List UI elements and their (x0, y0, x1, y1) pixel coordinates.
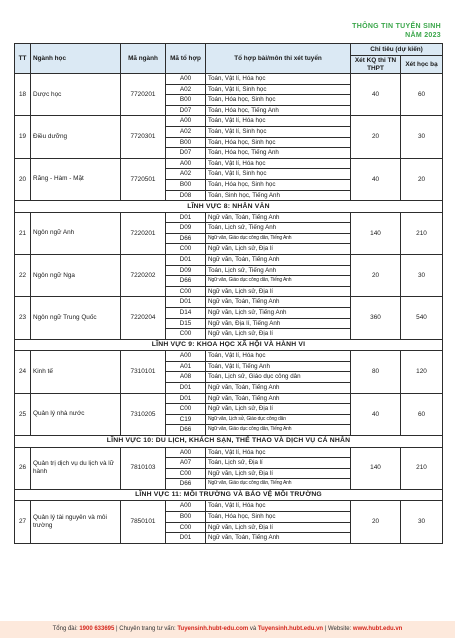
row-combo-code: C00 (166, 522, 206, 533)
header-to-hop: Tổ hợp bài/môn thi xét tuyển (206, 44, 351, 74)
row-combo-subjects: Toán, Lịch sử, Giáo dục công dân (206, 372, 351, 383)
row-combo-subjects: Ngữ văn, Lịch sử, Địa lí (206, 329, 351, 340)
row-major-name: Kinh tế (31, 351, 121, 393)
row-quota-hocba: 60 (401, 74, 443, 116)
row-combo-subjects: Toán, Vật lí, Tiếng Anh (206, 361, 351, 372)
header-xet-kq: Xét KQ thi TN THPT (351, 56, 401, 74)
row-combo-subjects: Ngữ văn, Toán, Tiếng Anh (206, 393, 351, 404)
row-combo-code: D01 (166, 212, 206, 223)
row-combo-subjects: Ngữ văn, Lịch sử, Địa lí (206, 404, 351, 415)
row-major-name: Quản lý nhà nước (31, 393, 121, 435)
row-quota-thpt: 20 (351, 501, 401, 543)
row-combo-subjects: Toán, Vật lí, Hóa học (206, 351, 351, 362)
row-combo-subjects: Toán, Hóa học, Sinh học (206, 511, 351, 522)
footer-site3: www.hubt.edu.vn (352, 626, 403, 632)
row-quota-hocba: 30 (401, 255, 443, 297)
row-quota-thpt: 80 (351, 351, 401, 393)
row-combo-subjects: Toán, Vật lí, Hóa học (206, 116, 351, 127)
row-combo-subjects: Toán, Lịch sử, Tiếng Anh (206, 223, 351, 234)
table-row (15, 116, 443, 127)
header-title: THÔNG TIN TUYỂN SINH (352, 23, 441, 30)
row-combo-subjects: Ngữ văn, Lịch sử, Tiếng Anh (206, 307, 351, 318)
footer-mid1: | Chuyên trang tư vấn: (114, 626, 178, 632)
row-combo-subjects: Ngữ văn, Giáo dục công dân, Tiếng Anh (206, 233, 351, 244)
row-tt: 21 (15, 212, 31, 254)
row-combo-subjects: Toán, Hóa học, Tiếng Anh (206, 148, 351, 159)
row-quota-thpt: 40 (351, 158, 401, 200)
row-combo-code: D07 (166, 105, 206, 116)
row-quota-hocba: 30 (401, 501, 443, 543)
row-combo-code: D66 (166, 425, 206, 436)
row-combo-code: D66 (166, 479, 206, 490)
row-combo-code: C00 (166, 244, 206, 255)
row-combo-subjects: Ngữ văn, Địa lí, Tiếng Anh (206, 318, 351, 329)
row-combo-subjects: Ngữ văn, Lịch sử, Địa lí (206, 244, 351, 255)
row-major-code: 7720201 (121, 74, 166, 116)
footer-site1: Tuyensinh.hubt-edu.com (177, 626, 249, 632)
row-combo-subjects: Ngữ văn, Giáo dục công dân, Tiếng Anh (206, 425, 351, 436)
row-combo-code: A08 (166, 372, 206, 383)
row-quota-hocba: 540 (401, 297, 443, 339)
table-row (15, 393, 443, 404)
row-quota-thpt: 360 (351, 297, 401, 339)
row-combo-code: C00 (166, 404, 206, 415)
row-quota-thpt: 140 (351, 447, 401, 489)
table-row (15, 447, 443, 458)
row-combo-code: A00 (166, 447, 206, 458)
row-combo-code: D01 (166, 383, 206, 394)
section-row (15, 339, 443, 351)
row-combo-code: D01 (166, 533, 206, 544)
row-quota-hocba: 120 (401, 351, 443, 393)
table-row (15, 212, 443, 223)
header-ma-to-hop: Mã tổ hợp (166, 44, 206, 74)
row-combo-code: C00 (166, 329, 206, 340)
row-quota-thpt: 40 (351, 393, 401, 435)
row-tt: 26 (15, 447, 31, 489)
section-title: LĨNH VỰC 8: NHÂN VĂN (15, 201, 443, 213)
row-combo-subjects: Toán, Vật lí, Hóa học (206, 74, 351, 85)
row-quota-hocba: 30 (401, 116, 443, 158)
row-combo-code: D14 (166, 307, 206, 318)
row-combo-subjects: Toán, Sinh học, Tiếng Anh (206, 190, 351, 201)
table-body (15, 74, 443, 544)
row-combo-code: A00 (166, 501, 206, 512)
row-quota-hocba: 60 (401, 393, 443, 435)
row-combo-subjects: Toán, Hóa học, Tiếng Anh (206, 105, 351, 116)
section-row (15, 201, 443, 213)
row-tt: 20 (15, 158, 31, 200)
table-row (15, 255, 443, 266)
admission-table (14, 43, 443, 544)
row-combo-code: A07 (166, 458, 206, 469)
row-combo-code: C00 (166, 286, 206, 297)
row-major-code: 7850101 (121, 501, 166, 543)
row-combo-code: C19 (166, 414, 206, 425)
row-combo-code: A00 (166, 74, 206, 85)
row-major-name: Ngôn ngữ Trung Quốc (31, 297, 121, 339)
row-major-name: Quản trị dịch vụ du lịch và lữ hành (31, 447, 121, 489)
row-quota-hocba: 210 (401, 447, 443, 489)
row-combo-subjects: Ngữ văn, Lịch sử, Địa lí (206, 286, 351, 297)
row-combo-code: A00 (166, 158, 206, 169)
row-combo-subjects: Toán, Lịch sử, Địa lí (206, 458, 351, 469)
row-combo-code: D01 (166, 393, 206, 404)
admission-table-container (14, 43, 442, 544)
footer-phone: 1900 633695 (79, 626, 115, 632)
section-row (15, 489, 443, 501)
row-combo-subjects: Toán, Hóa học, Sinh học (206, 179, 351, 190)
row-combo-subjects: Ngữ văn, Toán, Tiếng Anh (206, 297, 351, 308)
header-xet-hoc-ba: Xét học bạ (401, 56, 443, 74)
row-major-code: 7220201 (121, 212, 166, 254)
row-combo-code: D08 (166, 190, 206, 201)
row-combo-subjects: Toán, Vật lí, Sinh học (206, 169, 351, 180)
row-quota-hocba: 210 (401, 212, 443, 254)
row-major-code: 7310101 (121, 351, 166, 393)
row-combo-subjects: Toán, Vật lí, Sinh học (206, 84, 351, 95)
footer-site2: Tuyensinh.hubt.edu.vn (257, 626, 324, 632)
row-combo-subjects: Toán, Lịch sử, Tiếng Anh (206, 265, 351, 276)
row-combo-code: D09 (166, 265, 206, 276)
row-combo-code: B00 (166, 179, 206, 190)
row-combo-subjects: Ngữ văn, Giáo dục công dân, Tiếng Anh (206, 479, 351, 490)
row-combo-subjects: Ngữ văn, Giáo dục công dân, Tiếng Anh (206, 276, 351, 287)
table-row (15, 158, 443, 169)
row-major-code: 7720501 (121, 158, 166, 200)
footer-prefix: Tổng đài: (52, 626, 80, 632)
header-year: NĂM 2023 (405, 32, 441, 39)
row-combo-code: D66 (166, 276, 206, 287)
row-combo-subjects: Toán, Hóa học, Sinh học (206, 95, 351, 106)
table-row (15, 351, 443, 362)
row-tt: 24 (15, 351, 31, 393)
row-combo-subjects: Ngữ văn, Toán, Tiếng Anh (206, 255, 351, 266)
row-combo-code: B00 (166, 511, 206, 522)
row-combo-subjects: Ngữ văn, Lịch sử, Địa lí (206, 522, 351, 533)
row-combo-subjects: Toán, Vật lí, Hóa học (206, 158, 351, 169)
row-combo-code: A01 (166, 361, 206, 372)
row-combo-code: A00 (166, 351, 206, 362)
row-combo-subjects: Toán, Vật lí, Hóa học (206, 501, 351, 512)
table-row (15, 74, 443, 85)
table-row (15, 501, 443, 512)
row-major-name: Dược học (31, 74, 121, 116)
row-combo-code: A02 (166, 169, 206, 180)
row-major-name: Ngôn ngữ Anh (31, 212, 121, 254)
row-combo-code: B00 (166, 137, 206, 148)
row-tt: 27 (15, 501, 31, 543)
row-combo-code: A00 (166, 116, 206, 127)
section-title: LĨNH VỰC 11: MÔI TRƯỜNG VÀ BẢO VỆ MÔI TRƯỜNG (15, 489, 443, 501)
row-combo-code: A02 (166, 84, 206, 95)
row-major-code: 7310205 (121, 393, 166, 435)
row-combo-code: D09 (166, 223, 206, 234)
row-quota-thpt: 20 (351, 255, 401, 297)
row-tt: 23 (15, 297, 31, 339)
row-combo-code: D07 (166, 148, 206, 159)
document-header (352, 22, 441, 40)
row-combo-code: D15 (166, 318, 206, 329)
header-tt: TT (15, 44, 31, 74)
row-major-name: Răng - Hàm - Mặt (31, 158, 121, 200)
row-combo-subjects: Ngữ văn, Toán, Tiếng Anh (206, 533, 351, 544)
row-combo-code: D01 (166, 255, 206, 266)
row-major-name: Điều dưỡng (31, 116, 121, 158)
row-major-code: 7220202 (121, 255, 166, 297)
row-combo-subjects: Ngữ văn, Toán, Tiếng Anh (206, 212, 351, 223)
row-major-code: 7810103 (121, 447, 166, 489)
row-tt: 18 (15, 74, 31, 116)
header-chi-tieu: Chỉ tiêu (dự kiến) (351, 44, 443, 56)
row-major-name: Ngôn ngữ Nga (31, 255, 121, 297)
row-major-code: 7220204 (121, 297, 166, 339)
row-combo-subjects: Toán, Vật lí, Sinh học (206, 126, 351, 137)
table-row (15, 297, 443, 308)
row-combo-subjects: Ngữ văn, Lịch sử, Giáo dục công dân (206, 414, 351, 425)
footer-and: và (248, 626, 258, 632)
footer-mid2: | Website: (323, 626, 353, 632)
row-tt: 25 (15, 393, 31, 435)
row-combo-code: D66 (166, 233, 206, 244)
section-title: LĨNH VỰC 10: DU LỊCH, KHÁCH SẠN, THỂ THAO VÀ DỊCH VỤ CÁ NHÂN (15, 436, 443, 448)
row-combo-code: B00 (166, 95, 206, 106)
row-combo-subjects: Toán, Vật lí, Hóa học (206, 447, 351, 458)
row-major-name: Quản lý tài nguyên và môi trường (31, 501, 121, 543)
page-footer (0, 621, 455, 638)
header-ma-nganh: Mã ngành (121, 44, 166, 74)
row-quota-thpt: 20 (351, 116, 401, 158)
row-combo-code: A02 (166, 126, 206, 137)
row-major-code: 7720301 (121, 116, 166, 158)
row-combo-subjects: Ngữ văn, Lịch sử, Địa lí (206, 468, 351, 479)
row-combo-code: D01 (166, 297, 206, 308)
row-combo-subjects: Toán, Hóa học, Sinh học (206, 137, 351, 148)
section-row (15, 436, 443, 448)
row-quota-thpt: 140 (351, 212, 401, 254)
row-quota-thpt: 40 (351, 74, 401, 116)
row-quota-hocba: 20 (401, 158, 443, 200)
header-nganh: Ngành học (31, 44, 121, 74)
section-title: LĨNH VỰC 9: KHOA HỌC XÃ HỘI VÀ HÀNH VI (15, 339, 443, 351)
row-combo-subjects: Ngữ văn, Toán, Tiếng Anh (206, 383, 351, 394)
row-combo-code: C00 (166, 468, 206, 479)
row-tt: 19 (15, 116, 31, 158)
row-tt: 22 (15, 255, 31, 297)
